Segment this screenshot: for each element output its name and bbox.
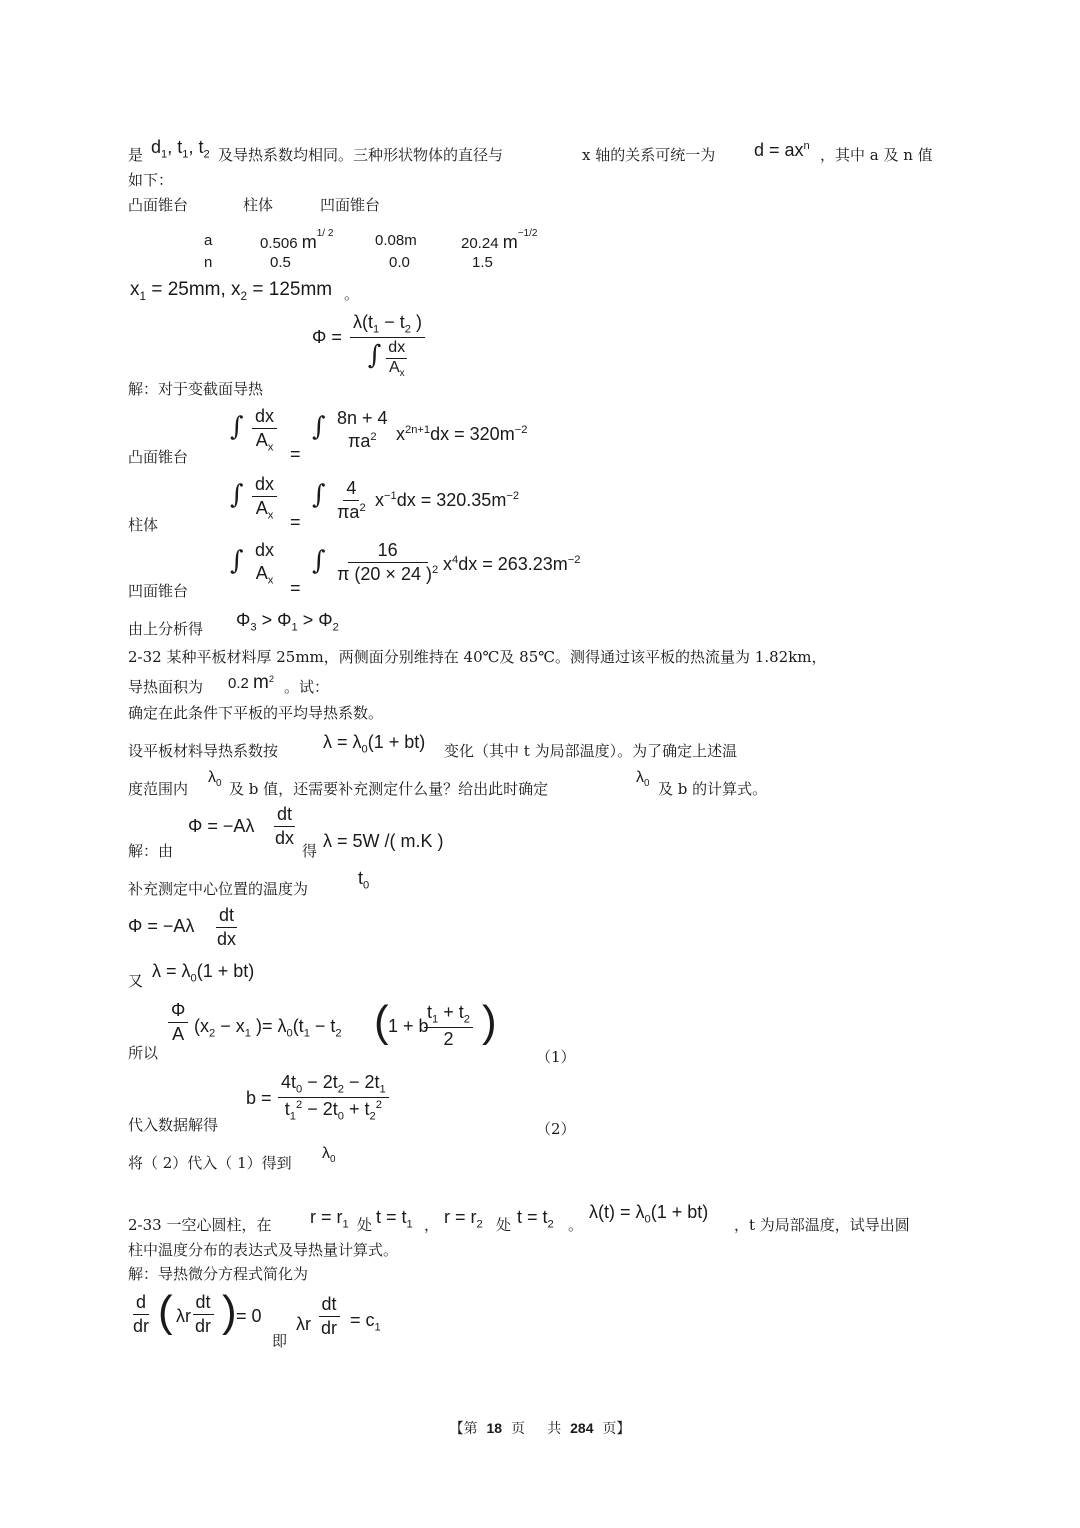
p232-eq2-tag: （2） (536, 1120, 576, 1138)
p232-measure-text: 补充测定中心位置的温度为 (128, 880, 309, 898)
header-cylinder: 柱体 (243, 196, 274, 214)
p233-lambda-r: λr (176, 1306, 191, 1326)
p233-paren-right: ) (222, 1287, 237, 1336)
p232-line4-post: 变化（其中 t 为局部温度）。为了确定上述温 (444, 742, 738, 760)
row-a-convex: 0.506 $m^{1/ 2}$ (260, 228, 334, 252)
phi-fraction: $\lambda(t_1 - t_2$ ) ∫ $\frac{dx}{A_x}$ (350, 312, 425, 379)
p233-eq-c1: = $c_1$ (350, 1310, 381, 1334)
p232-line5-pre: 度范围内 (128, 780, 189, 798)
footer-page-unit: 页 (510, 1421, 525, 1437)
footer-bracket-left: 【 (449, 1421, 464, 1437)
concave-rest: $x^4dx = 263.23m^{-2}$ (443, 554, 581, 574)
p232-line1: 2-32 某种平板材料厚 25mm，两侧面分别维持在 40℃及 85℃。测得通过该平板的热流量为 1.82km， (128, 648, 827, 666)
x-values: $x_1 = 25mm$, $x_2 = 125mm$ (130, 279, 333, 303)
p232-eq2-lhs: b = (246, 1088, 272, 1108)
convex-dx-over-ax: $\frac{dx}{A_x}$ (252, 406, 277, 454)
p232-again-formula: $\lambda = \lambda_0(1 + bt)$ (152, 961, 255, 985)
p233-cond1: $r = r_1$ (310, 1207, 349, 1231)
p232-eq1-tag: （1） (536, 1048, 576, 1066)
p232-line4-pre: 设平板材料导热系数按 (128, 742, 279, 760)
p233-period: 。 (568, 1216, 584, 1234)
p232-eq1-paren-right: ) (482, 997, 497, 1046)
page-footer (0, 1420, 1080, 1438)
p233-line3: 解：导热微分方程式简化为 (128, 1265, 309, 1283)
p232-final-var: $\lambda_0$ (322, 1145, 336, 1166)
concave-integral-sign-2: ∫ (312, 546, 326, 576)
p232-phi-eq-lhs: Φ = −Aλ (128, 916, 195, 936)
p233-law: $\lambda(t) = \lambda_0(1 + bt)$ (589, 1202, 709, 1226)
p232-therefore-label: 所以 (128, 1044, 159, 1062)
p233-cond2b: $t = t_2$ (517, 1207, 554, 1231)
p232-eq1-paren-left: ( (374, 997, 389, 1046)
row-a-cylinder: 0.08m (375, 232, 417, 249)
footer-total-num: 284 (570, 1420, 594, 1436)
header-concave: 凹面锥台 (320, 196, 381, 214)
p232-eq1-phi-over-a: $\frac{\Phi}{A}$ (168, 1000, 188, 1044)
intro-text-post: ，其中 a 及 n 值 (820, 146, 933, 164)
footer-total-label: 共 (547, 1421, 562, 1437)
intro-vars: $d_1$, $t_1$, $t_2$ (151, 137, 210, 161)
intro-text-pre: 是 (128, 146, 144, 164)
p233-cond1b: $t = t_1$ (376, 1207, 413, 1231)
convex-rest: $x^{2n+1}dx = 320m^{-2}$ (396, 424, 528, 444)
p232-line2-post: 。试： (284, 678, 330, 696)
p233-d-dr: $\frac{d}{dr}$ (133, 1292, 150, 1336)
p232-area: 0.2 $m^2$ (228, 672, 275, 693)
p232-eq1-avg: $\frac{t_1 + t_2}{2}$ (424, 1002, 473, 1050)
p233-at1: 处 (357, 1216, 373, 1234)
convex-integral-sign-2: ∫ (312, 412, 326, 442)
intro-formula: $d = ax^n$ (754, 140, 810, 160)
p233-rest: ，t 为局部温度，试导出圆 (734, 1216, 910, 1234)
row-n-convex: 0.5 (270, 254, 291, 271)
p233-eq-zero: = 0 (236, 1306, 262, 1326)
p232-eq1-one-plus-b: 1 + b (388, 1016, 429, 1036)
solution1-label: 解：对于变截面导热 (128, 380, 264, 398)
footer-page-label: 第 (463, 1421, 478, 1437)
p232-measure-var: $t_0$ (358, 868, 370, 892)
p232-final-text: 将（ 2）代入（ 1）得到 (128, 1154, 292, 1172)
row-a-label: a (204, 232, 213, 249)
header-convex: 凸面锥台 (128, 196, 189, 214)
conclusion-formula: $\Phi_3 > \Phi_1 > \Phi_2$ (236, 610, 339, 634)
p233-dt-dr: $\frac{dt}{dr}$ (192, 1292, 214, 1336)
p233-comma: ， (424, 1216, 440, 1234)
cylinder-eq: = (290, 512, 301, 532)
p233-paren-left: ( (158, 1287, 173, 1336)
convex-label: 凸面锥台 (128, 448, 189, 466)
cylinder-integral-sign-2: ∫ (312, 480, 326, 510)
p232-line5-post: 及 b 的计算式。 (658, 780, 768, 798)
cylinder-coeff: $\frac{4}{\pi a^2}$ (337, 478, 366, 522)
p232-sub-label: 代入数据解得 (128, 1116, 219, 1134)
intro-text-mid: 及导热系数均相同。三种形状物体的直径与 (218, 146, 504, 164)
footer-bracket-right: 】 (616, 1421, 631, 1437)
intro-line2: 如下： (128, 171, 174, 189)
p232-lambda0-a: $\lambda_0$ (208, 769, 222, 790)
footer-page-num: 18 (486, 1420, 503, 1436)
p233-label: 2-33 一空心圆柱，在 (128, 1216, 272, 1234)
p232-line2-pre: 导热面积为 (128, 678, 204, 696)
p233-lambda-r-2: λr (296, 1314, 311, 1334)
p232-sol-result: λ = 5W /( m.K ) (323, 831, 444, 851)
p233-at2: 处 (496, 1216, 512, 1234)
p232-sol-lhs: Φ = −Aλ (188, 816, 255, 836)
p232-lambda0-b: $\lambda_0$ (636, 769, 650, 790)
footer-total-unit: 页 (602, 1421, 617, 1437)
p232-sol-deriv: $\frac{dt}{dx}$ (275, 804, 295, 848)
p232-line4-formula: $\lambda = \lambda_0(1 + bt)$ (323, 732, 426, 756)
p232-sol-de: 得 (302, 842, 318, 860)
convex-eq: = (290, 444, 301, 464)
concave-integral-sign: ∫ (230, 546, 244, 576)
p233-dt-dr-2: $\frac{dt}{dr}$ (318, 1294, 340, 1338)
concave-dx-over-ax: dx $A_x$ (255, 540, 275, 587)
concave-eq: = (290, 578, 301, 598)
p232-line5-mid: 及 b 值，还需要补充测定什么量？给出此时确定 (229, 780, 549, 798)
p232-sol-label: 解：由 (128, 842, 174, 860)
cylinder-rest: $x^{-1}dx = 320.35m^{-2}$ (375, 490, 520, 510)
cylinder-label: 柱体 (128, 516, 159, 534)
convex-integral-sign: ∫ (230, 412, 244, 442)
phi-lhs: Φ = (312, 327, 342, 347)
conclusion-label: 由上分析得 (128, 620, 204, 638)
convex-coeff: 8n + 4 $\pi a^2$ (337, 408, 388, 451)
p232-eq1-mid: ($x_2 - x_1$ )= $\lambda_0(t_1 - t_2$ (194, 1016, 342, 1040)
p232-line3: 确定在此条件下平板的平均导热系数。 (128, 704, 384, 722)
cylinder-dx-over-ax: $\frac{dx}{A_x}$ (252, 474, 277, 522)
row-n-concave: 1.5 (472, 254, 493, 271)
p233-line2: 柱中温度分布的表达式及导热量计算式。 (128, 1241, 399, 1259)
p233-ji: 即 (272, 1332, 288, 1350)
p232-again-label: 又 (128, 972, 144, 990)
intro-text-axis: x 轴的关系可统一为 (582, 146, 716, 164)
p232-phi-eq-deriv: $\frac{dt}{dx}$ (217, 905, 237, 949)
x-values-end: 。 (344, 285, 360, 303)
concave-coeff: $\frac{16}{\pi (20 \times 24 )^2}$ (337, 540, 439, 584)
row-a-concave: 20.24 $m^{-1/2}$ (461, 228, 538, 252)
row-n-cylinder: 0.0 (389, 254, 410, 271)
cylinder-integral-sign: ∫ (230, 480, 244, 510)
p232-eq2-fraction: $\frac{4t_0 - 2t_2 - 2t_1}{t_1^2 - 2t_0 + t_2^2}$ (278, 1072, 389, 1124)
p233-cond2: $r = r_2$ (444, 1207, 483, 1231)
concave-label: 凹面锥台 (128, 582, 189, 600)
row-n-label: n (204, 254, 213, 271)
